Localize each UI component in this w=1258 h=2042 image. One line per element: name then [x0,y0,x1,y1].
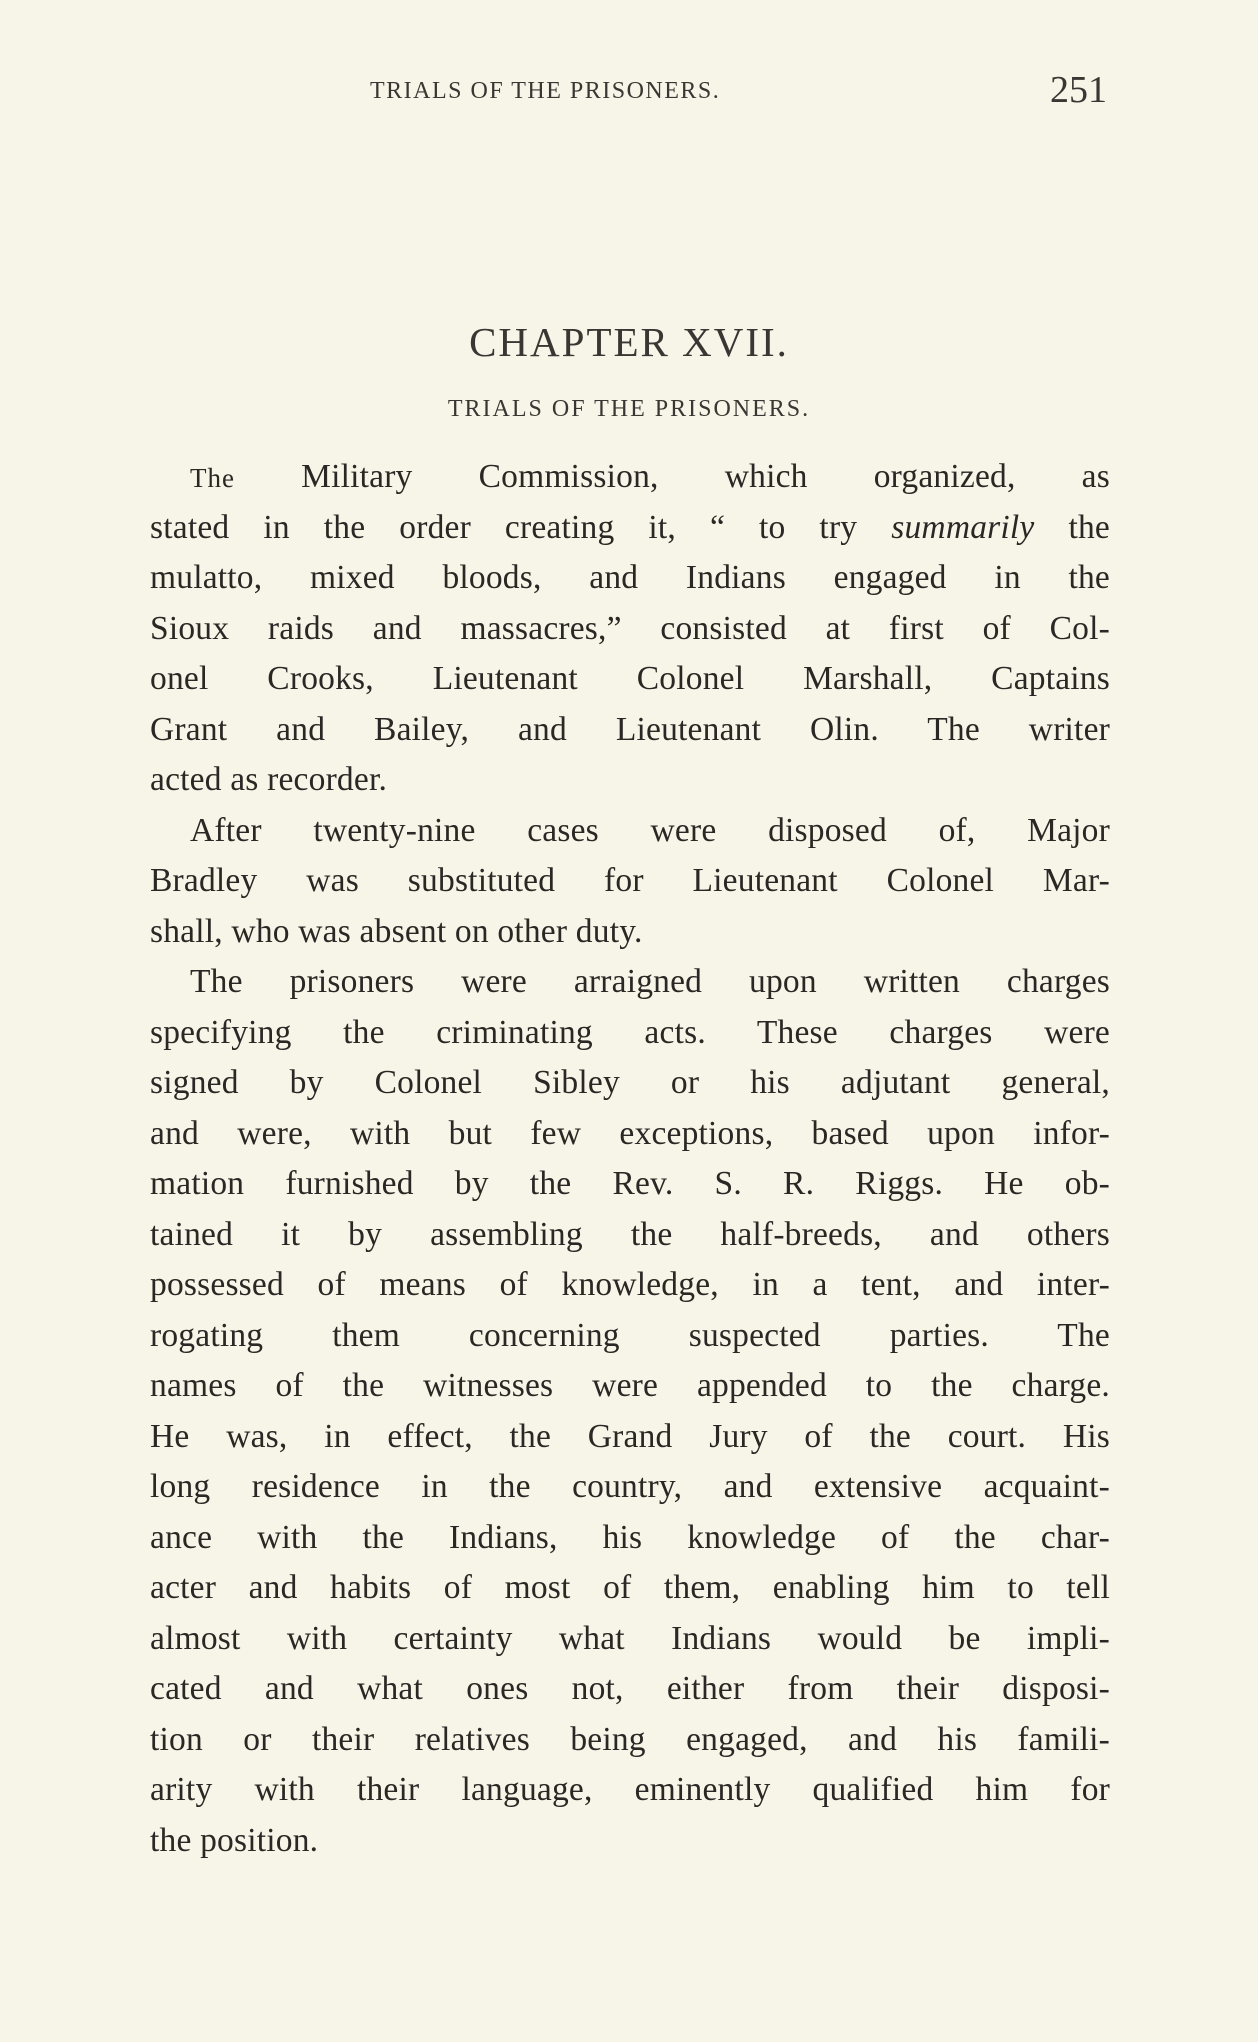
body-text [150,452,1110,1866]
lead-word: The [190,463,235,493]
italic-word: summarily [891,508,1035,546]
paragraph-3-line-2: specifying the criminating acts. These charges were [150,1013,1110,1051]
paragraph-3-line-12: ance with the Indians, his knowledge of the char- [150,1518,1110,1556]
paragraph-3-line-4: and were, with but few exceptions, based upon infor- [150,1114,1110,1152]
paragraph-3-line-9: names of the witnesses were appended to the charge. [150,1367,1110,1404]
page-number: 251 [1050,69,1107,111]
paragraph-3-line-15: cated and what ones not, either from their disposi- [150,1670,1110,1707]
paragraph-2-line-2: Bradley was substituted for Lieutenant Colonel Mar- [150,862,1110,899]
paragraph-1-line-4: Sioux raids and massacres,” consisted at first of Col- [150,609,1110,647]
text-span: stated in the order creating it, “ to try [150,508,892,546]
paragraph-2-line-3: shall, who was absent on other duty. [150,912,643,950]
paragraph-3-line-14: almost with certainty what Indians would be impli- [150,1619,1110,1657]
paragraph-3-line-13: acter and habits of most of them, enabling him to tell [150,1569,1110,1606]
paragraph-3-line-16: tion or their relatives being engaged, and his famili- [150,1720,1110,1758]
paragraph-3-line-11: long residence in the country, and extensive acquaint- [150,1468,1110,1505]
paragraph-1-line-7: acted as recorder. [150,761,388,798]
text-span: the [1034,508,1110,546]
text-span: Military Commission, which organized, as [301,458,1110,495]
paragraph-3-line-3: signed by Colonel Sibley or his adjutant general, [150,1064,1110,1101]
chapter-title: CHAPTER XVII. [469,319,789,365]
paragraph-3-line-7: possessed of means of knowledge, in a tent, and inter- [150,1266,1110,1303]
paragraph-1-line-6: Grant and Bailey, and Lieutenant Olin. The writer [150,710,1110,748]
paragraph-3-line-8: rogating them concerning suspected parties. The [150,1316,1110,1354]
paragraph-3-line-1: The prisoners were arraigned upon written charges [190,963,1110,1000]
paragraph-3-line-18: the position. [150,1821,319,1859]
paragraph-3-line-6: tained it by assembling the half-breeds, and others [150,1215,1110,1253]
paragraph-3-line-10: He was, in effect, the Grand Jury of the court. His [150,1417,1110,1455]
paragraph-2-line-1: After twenty-nine cases were disposed of, Major [190,811,1110,849]
paragraph-1-line-3: mulatto, mixed bloods, and Indians engaged in the [150,559,1110,596]
paragraph-1-line-2 [150,503,1110,554]
running-head: TRIALS OF THE PRISONERS. [370,78,721,104]
paragraph-3-line-5: mation furnished by the Rev. S. R. Riggs. He ob- [150,1165,1110,1202]
paragraph-1-line-5: onel Crooks, Lieutenant Colonel Marshall, Captains [150,660,1110,697]
paragraph-3-line-17: arity with their language, eminently qualified him for [150,1771,1110,1808]
paragraph-1-line-1 [150,452,1110,503]
chapter-subtitle: TRIALS OF THE PRISONERS. [447,396,811,422]
